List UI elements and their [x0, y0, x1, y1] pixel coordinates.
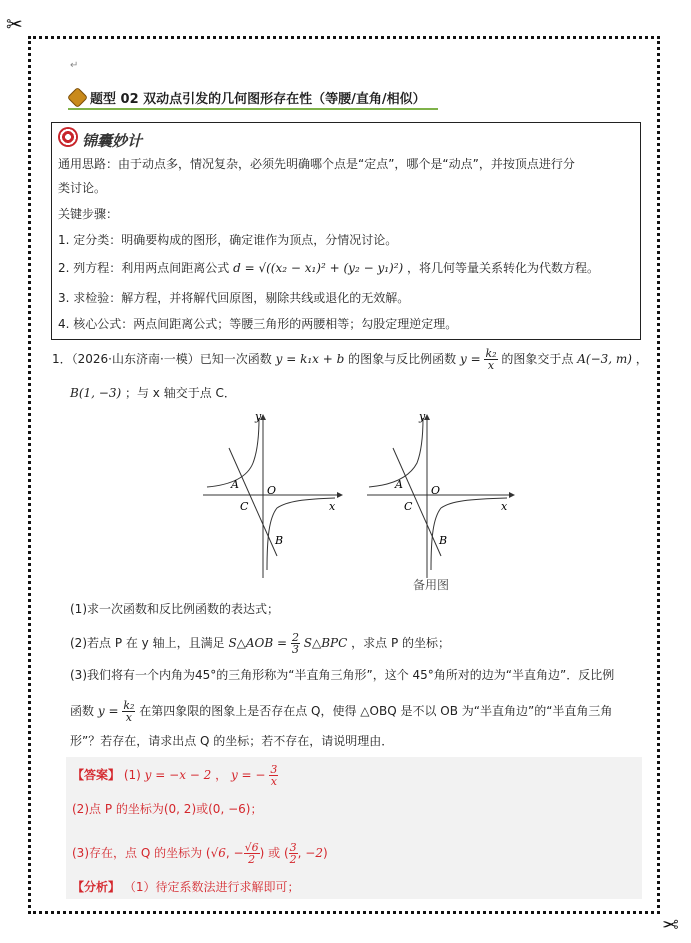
- a1-inverse-left: y = −: [230, 768, 266, 782]
- paragraph-mark: ↵: [70, 60, 79, 71]
- question-3-line-2: [70, 700, 612, 723]
- graph-spare: [367, 410, 515, 578]
- a1-fraction: [269, 764, 278, 787]
- q3-prefix: 函数: [70, 704, 95, 718]
- frac-den: 3: [291, 643, 299, 656]
- analysis: [72, 878, 299, 896]
- step2-prefix: 2. 列方程：利用两点间距离公式: [58, 261, 230, 275]
- answer-1: [72, 764, 278, 787]
- a1-prefix: (1): [123, 768, 141, 782]
- tips-step-3: 3. 求检验：解方程，并将解代回原图，剔除共线或退化的无效解。: [58, 291, 410, 305]
- distance-formula: d = √((x₂ − x₁)² + (y₂ − y₁)²): [233, 261, 404, 275]
- question-2: [70, 632, 450, 655]
- a3-prefix: (3)存在，点 Q 的坐标为: [72, 846, 203, 860]
- question-3-line-1: (3)我们将有一个内角为45°的三角形称为“半直角三角形”，这个 45°角所对的边为“半直角边”．反比例: [70, 668, 615, 682]
- tips-box: [51, 122, 641, 340]
- a1-linear: y = −x − 2: [144, 768, 212, 782]
- label-o: O: [267, 484, 277, 497]
- a3-coord-1: (√6, − $\frac{√6}{2}$ ): [205, 841, 265, 866]
- problem-mid: 的图象与反比例函数: [348, 352, 457, 366]
- frac-num: k₂: [485, 347, 497, 360]
- tips-key-steps: 关键步骤：: [58, 207, 119, 221]
- badge-text: 锦囊妙计: [82, 132, 143, 150]
- tips-general-cont: 类讨论。: [58, 181, 107, 195]
- step2-suffix: ，将几何等量关系转化为代数方程。: [407, 261, 600, 275]
- linear-function: y = k₁x + b: [275, 352, 345, 366]
- frac-den: 2: [289, 853, 297, 866]
- q3-text: 在第四象限的图象上是否存在点 Q，使得 △OBQ 是不以 OB 为“半直角边”的“半直角三角: [139, 704, 613, 718]
- tips-badge: [58, 127, 158, 153]
- label-a: A: [395, 478, 403, 491]
- scissors-icon: ✂: [662, 912, 679, 936]
- frac-num: k₂: [123, 699, 135, 712]
- hyperbola-left: [207, 418, 259, 487]
- frac-num: 2: [291, 631, 299, 644]
- q3-fraction: [122, 700, 135, 723]
- tips-step-2: [58, 259, 599, 277]
- label-x: x: [329, 500, 336, 513]
- x-axis-arrow: [337, 492, 343, 498]
- label-y: y: [419, 410, 426, 423]
- problem-line-1: [52, 348, 648, 371]
- area-bpc: S△BPC: [303, 636, 348, 650]
- a1-sep: ，: [215, 768, 228, 782]
- q3-function-left: y =: [97, 704, 119, 718]
- answer-3: [72, 842, 328, 865]
- tips-step-1: 1. 定分类：明确要构成的图形，确定谁作为顶点，分情况讨论。: [58, 233, 398, 247]
- frac-den: x: [270, 775, 277, 788]
- a3-c2-frac: [289, 842, 298, 865]
- a3-or: 或: [268, 846, 281, 860]
- a3-c1-frac: [244, 842, 260, 865]
- label-c: C: [404, 500, 413, 513]
- tips-step-4: 4. 核心公式：两点间距离公式；等腰三角形的两腰相等；勾股定理逆定理。: [58, 317, 458, 331]
- inverse-function-left: y =: [460, 352, 481, 366]
- x-axis-arrow: [509, 492, 515, 498]
- analysis-tag: 【分析】: [72, 880, 121, 894]
- answer-tag: 【答案】: [72, 768, 121, 782]
- q2-equals: =: [277, 636, 288, 650]
- point-a: A(−3, m): [577, 352, 632, 366]
- q2-suffix: ，求点 P 的坐标；: [351, 636, 450, 650]
- function-graphs: [195, 408, 525, 588]
- area-aob: S△AOB: [228, 636, 274, 650]
- hyperbola-left: [369, 418, 423, 487]
- label-c: C: [240, 500, 249, 513]
- frac-den: x: [125, 711, 132, 724]
- frac-num: √6: [244, 841, 259, 854]
- label-a: A: [231, 478, 239, 491]
- label-b: B: [439, 534, 448, 547]
- problem-comma: ，: [635, 352, 648, 366]
- scissors-icon: ✂: [6, 12, 23, 36]
- question-1: (1)求一次函数和反比例函数的表达式；: [70, 602, 279, 616]
- target-icon: [58, 127, 78, 147]
- question-3-line-3: 形”？若存在，请求出点 Q 的坐标；若不存在，请说明理由．: [70, 734, 394, 748]
- label-x: x: [501, 500, 508, 513]
- a3-coord-2: ( $\frac{3}{2}$ , −2): [283, 841, 328, 866]
- section-heading: [68, 86, 438, 110]
- section-title: 题型 02 双动点引发的几何图形存在性（等腰/直角/相似）: [90, 92, 426, 107]
- inverse-function-frac: [484, 348, 497, 371]
- graph-caption: 备用图: [413, 578, 450, 592]
- frac-num: 3: [270, 763, 278, 776]
- problem-line-2: [70, 384, 236, 402]
- frac-num: 3: [289, 841, 297, 854]
- problem-line-2-rest: ；与 x 轴交于点 C．: [124, 386, 236, 400]
- a3-c1-x: √6: [210, 846, 226, 860]
- q2-prefix: (2)若点 P 在 y 轴上，且满足: [70, 636, 225, 650]
- point-b: B(1, −3): [70, 386, 122, 400]
- linear-line: [393, 448, 441, 556]
- a3-c2-y: −2: [305, 846, 323, 860]
- label-b: B: [275, 534, 284, 547]
- analysis-text: （1）待定系数法进行求解即可；: [123, 880, 300, 894]
- graph-main: [203, 410, 343, 578]
- label-y: y: [255, 410, 262, 423]
- problem-intro: 1．（2026·山东济南·一模）已知一次函数: [52, 352, 272, 366]
- diamond-icon: [67, 87, 88, 108]
- answer-2: (2)点 P 的坐标为(0, 2)或(0, −6)；: [72, 802, 263, 816]
- problem-mid-2: 的图象交于点: [501, 352, 574, 366]
- tips-general: 通用思路：由于动点多，情况复杂，必须先明确哪个点是“定点”，哪个是“动点”，并按顶点进行分: [58, 157, 575, 171]
- q2-fraction: [291, 632, 300, 655]
- label-o: O: [431, 484, 441, 497]
- frac-den: x: [487, 359, 495, 372]
- frac-den: 2: [248, 853, 256, 866]
